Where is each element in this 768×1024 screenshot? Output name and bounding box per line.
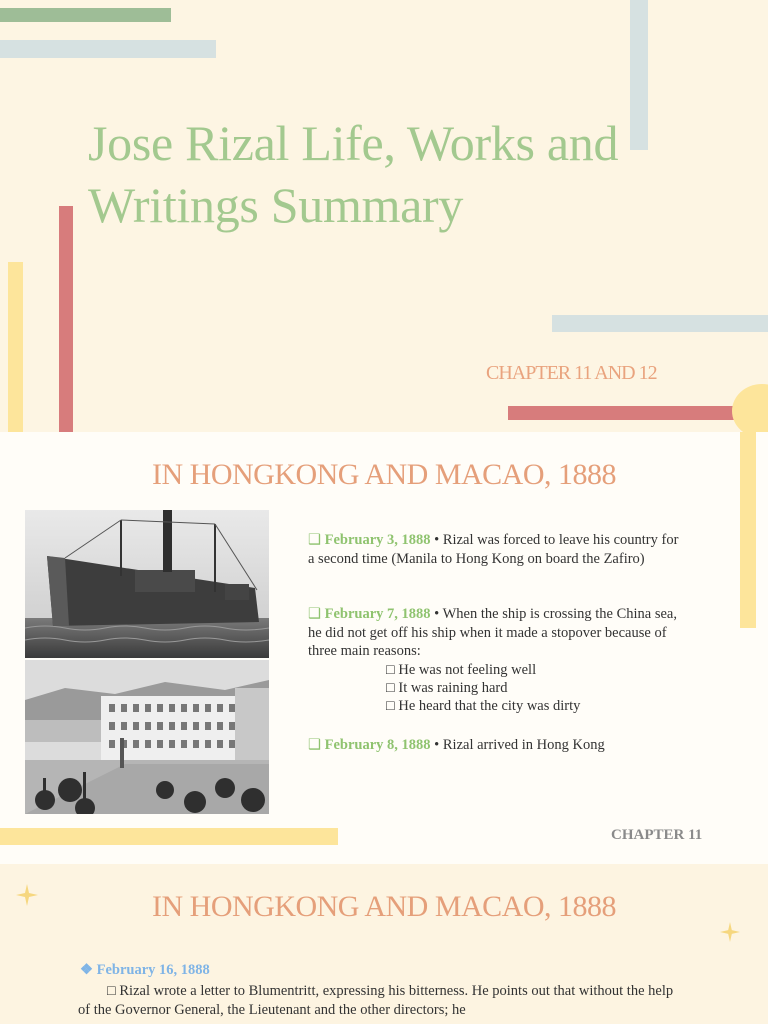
decor-bar-yellow-bottom — [0, 828, 338, 845]
letter-paragraph: □ Rizal wrote a letter to Blumentritt, expressing his bitterness. He points out that without the help of the Governor General, the Lieutenant and the other directors; he — [78, 983, 674, 1018]
bullet-date: February 7, 1888 — [324, 606, 431, 622]
reason-1: □ He was not feeling well — [386, 662, 537, 678]
decor-bar-red-horizontal — [508, 406, 738, 420]
decor-bar-blue-top — [0, 40, 216, 58]
star-icon — [720, 922, 740, 942]
reason-2: □ It was raining hard — [386, 680, 508, 696]
decor-bar-green — [0, 8, 171, 22]
decor-circle-yellow — [732, 384, 768, 432]
presentation-title: Jose Rizal Life, Works and Writings Summary — [88, 115, 619, 233]
hongkong-building-photo — [25, 660, 269, 814]
checkbox-icon: ❑ — [308, 737, 321, 753]
paragraph-text: Rizal wrote a letter to Blumentritt, expressing his bitterness. He points out that without the help of the Governor General, the Lieutenant and the other directors; he — [78, 983, 674, 1018]
decor-bar-yellow-vertical — [8, 262, 23, 432]
bullet-feb7 — [308, 605, 688, 661]
reason-text: He heard that the city was dirty — [398, 698, 581, 714]
checkbox-icon: ❑ — [308, 532, 321, 548]
reason-text: It was raining hard — [398, 680, 508, 696]
bullet-date: February 8, 1888 — [324, 737, 431, 753]
bullet-date: February 3, 1888 — [324, 532, 431, 548]
reason-3: □ He heard that the city was dirty — [386, 698, 581, 714]
checkbox-icon: ❑ — [308, 606, 321, 622]
diamond-bullet-icon: ❖ — [80, 962, 93, 978]
slide-heading: IN HONGKONG AND MACAO, 1888 — [152, 458, 616, 491]
date-heading — [80, 962, 210, 979]
slide-heading: IN HONGKONG AND MACAO, 1888 — [152, 890, 616, 923]
bullet-text: • Rizal was forced to leave his country for a second time (Manila to Hong Kong on board the Zafiro) — [308, 532, 679, 567]
date-text: February 16, 1888 — [96, 962, 210, 978]
reason-text: He was not feeling well — [398, 662, 537, 678]
bullet-text: • When the ship is crossing the China sea, he did not get off his ship when it made a stopover because of three main reasons: — [308, 606, 677, 659]
bullet-feb8 — [308, 736, 688, 755]
bullet-text: • Rizal arrived in Hong Kong — [430, 737, 605, 753]
decor-bar-red-vertical — [59, 206, 73, 432]
decor-bar-blue-right — [552, 315, 768, 332]
chapter-subtitle: CHAPTER 11 AND 12 — [486, 362, 657, 384]
ship-photo — [25, 510, 269, 658]
bullet-feb3 — [308, 531, 688, 568]
chapter-label: CHAPTER 11 — [611, 827, 703, 843]
